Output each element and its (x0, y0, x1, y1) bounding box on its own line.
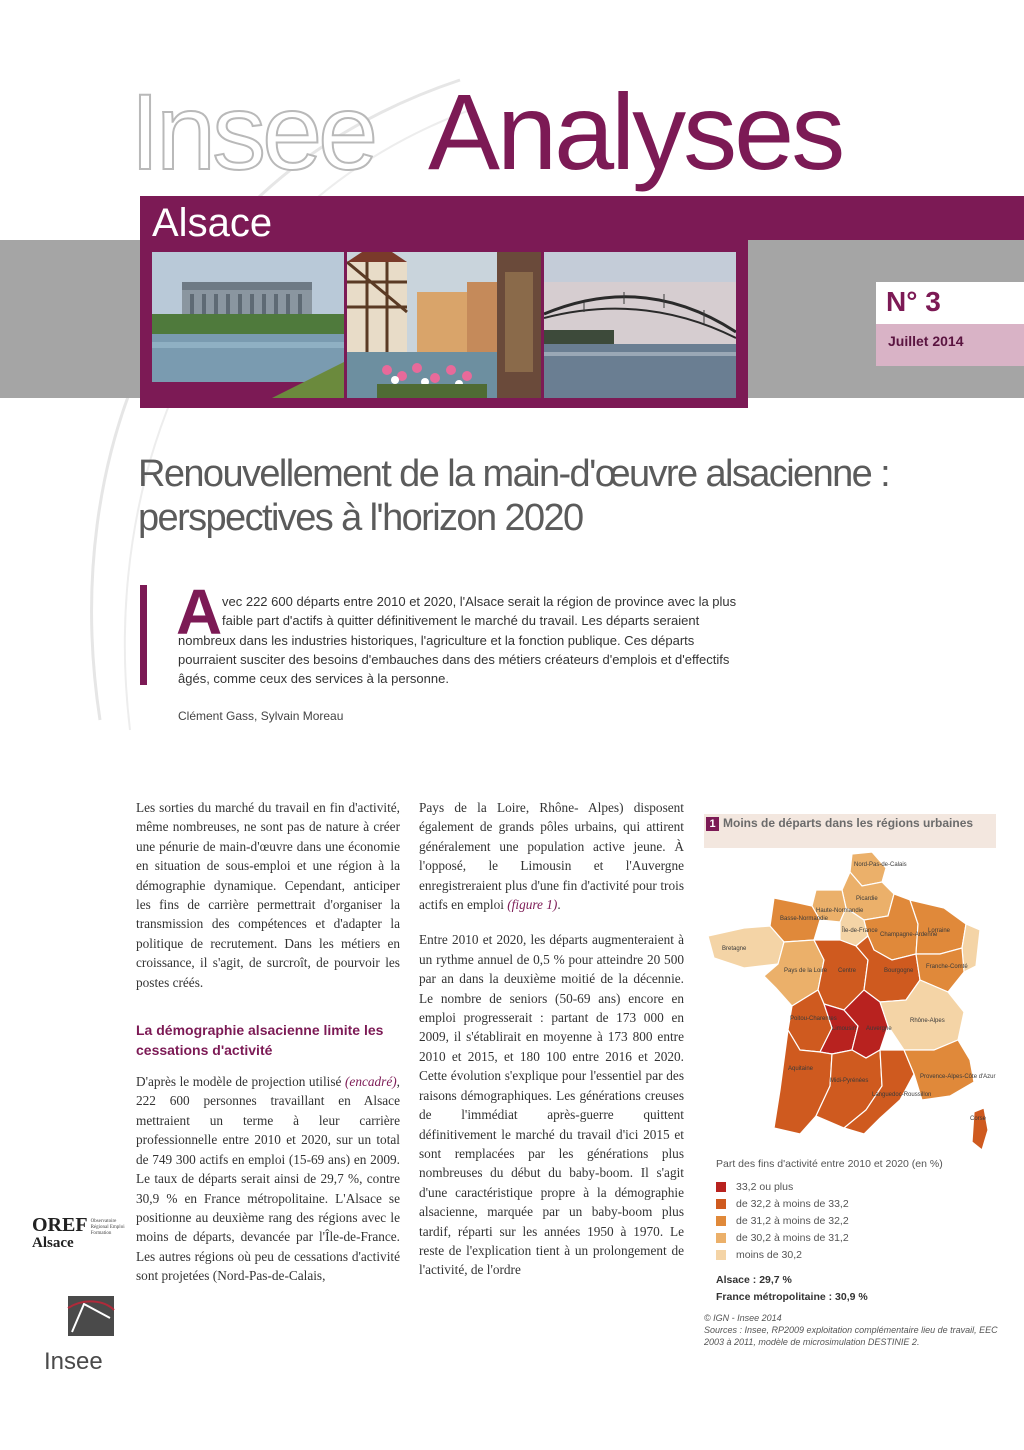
lead-dropcap: A (176, 576, 223, 648)
map-label: Poitou-Charentes (790, 1016, 837, 1022)
map-label: Corse (970, 1116, 987, 1122)
figure-copyright: © IGN - Insee 2014 (704, 1313, 782, 1323)
region-corse (972, 1108, 988, 1150)
brand-insee: Insee (130, 71, 375, 192)
region-label: Alsace (152, 201, 273, 245)
map-label: Limousin (832, 1026, 857, 1032)
map-label: Basse-Normandie (780, 916, 829, 922)
legend-item: moins de 30,2 (716, 1248, 802, 1262)
photo-footbridge (544, 252, 736, 398)
lead-paragraph (178, 592, 850, 688)
map-label: Provence-Alpes-Côte d'Azur (920, 1074, 996, 1080)
figure-number: 1 (706, 817, 719, 831)
legend-swatch (716, 1233, 726, 1243)
encadre-link[interactable]: (encadré) (344, 1074, 397, 1090)
map-label: Pays de la Loire (784, 968, 828, 974)
body-paragraph: Les sorties du marché du travail en fin d'activité, même nombreuses, ne sont pas de nature à créer une pénurie de main-d'œuvre dans une économie en situation de sous-emploi et une région à la démographie dynamique. Cependant, anticiper les fins de carrière permettrait d'organiser la transmission des compétences et d'adapter la politique de recrutement. Dans les métiers en croissance, il s'agit, de surcroît, de pourvoir les postes créés. (136, 800, 400, 990)
body-paragraph: Pays de la Loire, Rhône- Alpes) disposent également de grands pôles urbains, qui attirent généralement une population active jeune. À l'opposé, le Limousin et l'Auvergne enregistreraient plus d'une fin d'activité pour trois actifs en emploi (figure 1). (419, 800, 684, 913)
map-label: Midi-Pyrénées (830, 1078, 869, 1084)
map-label: Île-de-France (842, 928, 878, 934)
lead-line: vec 222 600 départs entre 2010 et 2020, l'Alsace serait la région de province avec la plus (222, 594, 737, 609)
map-label: Languedoc-Roussillon (872, 1092, 932, 1098)
legend-item: de 31,2 à moins de 32,2 (716, 1214, 849, 1228)
figure-source (704, 1312, 1000, 1348)
insee-logo-mark (44, 1296, 134, 1344)
insee-logo: Insee (44, 1296, 134, 1376)
body-paragraph: D'après le modèle de projection utilisé (encadré), 222 600 personnes travaillant en Alsace mettraient un terme à leur carrière professionnelle entre 2010 et 2020, sur un total de 749 300 actifs en emploi (15-69 ans) en 2009. Le taux de départs serait ainsi de 29,7 %, contre 30,9 % en France métropolitaine. L'Alsace se positionne au deuxième rang des régions avec le moins de départs, devancée par l'Île-de-France. Les autres régions où peu de cessations d'activité sont projetées (Nord-Pas-de-Calais, (136, 1074, 400, 1284)
brand-analyses: Analyses (428, 71, 843, 192)
lead-line: faible part d'actifs à quitter définitivement le marché du travail. Les départs seraient (222, 613, 700, 629)
map-label: Bourgogne (884, 968, 914, 974)
figure-title: Moins de départs dans les régions urbaines (723, 816, 974, 830)
oref-alsace-logo: OREF Alsace Observatoire Régional Emploi Formation (32, 1214, 125, 1251)
legend-item: 33,2 ou plus (716, 1180, 793, 1194)
article-title-line2: perspectives à l'horizon 2020 (138, 497, 583, 539)
france-regions-map (704, 850, 1004, 1155)
body-paragraph: Entre 2010 et 2020, les départs augmenteraient à un rythme annuel de 0,5 % pour atteindre 20 500 par an dans la deuxième moitié de la décennie. Le nombre de seniors (50-69 ans) encore en emploi progresserait : partant de 173 000 en 2009, il s'établirait en moyenne à 173 800 entre 2010 et 2015, et 180 100 entre 2016 et 2020. Cette évolution s'explique pour l'essentiel par des raisons démographiques. Les générations creuses de l'immédiat après-guerre quittent définitivement le marché du travail d'ici 2015 et sont remplacées par les générations plus nombreuses du début du baby-boom. Il s'agit d'une caractéristique propre à la démographie alsacienne, marquée par un baby-boom plus tardif, réparti sur les années 1950 à 1970. Le reste de l'explication tient à un prolongement de l'activité, de l'ordre (419, 932, 684, 1278)
stat-france: France métropolitaine : 30,9 % (716, 1291, 868, 1303)
legend-swatch (716, 1199, 726, 1209)
article-title (138, 452, 938, 540)
lead-accent-bar (140, 585, 147, 685)
lead-line: pourraient susciter des besoins d'embauches dans des métiers créateurs d'emplois et d'effectifs (178, 651, 730, 667)
map-label: Picardie (856, 896, 878, 902)
map-label: Auvergne (866, 1026, 892, 1032)
article-title-line1: Renouvellement de la main-d'œuvre alsacienne : (138, 453, 890, 495)
issue-number: N° 3 (886, 286, 941, 317)
photo-petite-france (347, 252, 541, 398)
lead-line: âgés, comme ceux des services à la personne. (178, 671, 449, 687)
map-label: Nord-Pas-de-Calais (854, 862, 907, 868)
header-plum-band-right (748, 196, 1024, 240)
region-lorraine (910, 900, 966, 954)
map-label: Bretagne (722, 946, 747, 952)
legend-swatch (716, 1216, 726, 1226)
map-label: Franche-Comté (926, 964, 968, 970)
map-label: Rhône-Alpes (910, 1018, 945, 1024)
stat-alsace: Alsace : 29,7 % (716, 1274, 792, 1286)
legend-swatch (716, 1250, 726, 1260)
legend-title: Part des fins d'activité entre 2010 et 2020 (en %) (716, 1158, 943, 1170)
legend-item: de 30,2 à moins de 31,2 (716, 1231, 849, 1245)
photo-european-parliament (152, 252, 344, 398)
issue-date: Juillet 2014 (888, 333, 964, 349)
body-column-2 (419, 798, 684, 1296)
legend-item: de 32,2 à moins de 33,2 (716, 1197, 849, 1211)
map-label: Lorraine (928, 928, 951, 934)
map-label: Haute-Normandie (816, 908, 864, 914)
legend-swatch (716, 1182, 726, 1192)
figure-1-link[interactable]: (figure 1) (507, 897, 558, 913)
map-label: Centre (838, 968, 857, 974)
body-column-1 (136, 798, 400, 1302)
authors: Clément Gass, Sylvain Moreau (178, 709, 344, 723)
figure-sources: Sources : Insee, RP2009 exploitation complémentaire lieu de travail, EEC 2003 à 2011, modèle de microsimulation DESTINIE 2. (704, 1325, 998, 1347)
map-label: Champagne-Ardenne (880, 932, 938, 938)
lead-line: nombreux dans les industries historiques, l'agriculture et la fonction publique. Ces départs (178, 632, 695, 648)
map-label: Aquitaine (788, 1066, 814, 1072)
section-subheading: La démographie alsacienne limite les cessations d'activité (136, 1022, 384, 1059)
